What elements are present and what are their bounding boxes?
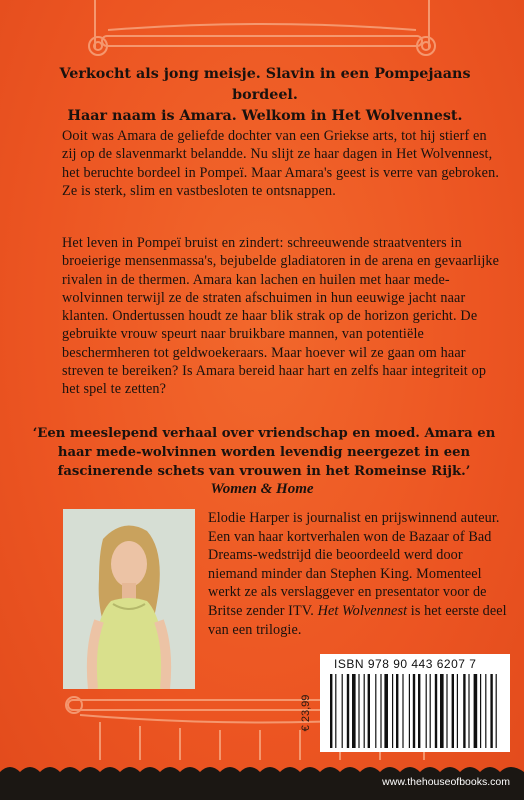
price-label: € 23,99 [300, 694, 312, 732]
publisher-website: www.thehouseofbooks.com [382, 776, 510, 788]
review-quote: ‘Een meeslepend verhaal over vriendschap en moed. Amara en haar mede-wolvinnen worden levendig neergezet in een fascinerende schets van vrouwen in het Romeinse Rijk.’ [32, 426, 496, 479]
blurb-paragraph-2: Het leven in Pompeï bruist en zindert: schreeuwende straatventers in broeierige mensenmassa's, bejubelde gladiatoren in de arena en gevaarlijke rivalen in de thermen. Amara kan lachen en huilen met haar mede-wolvinnen terwijl ze de straten afschuimen in hun eeuwige jacht naar klanten. Ondertussen houdt ze haar blik strak op de horizon gericht. De gebruikte vrouw speurt naar bruikbare mannen, van potentiële beschermheren tot geldwoekeraars. Maar hoever wil ze gaan om haar streven te bereiken? Is Amara bereid haar hart en zelfs haar integriteit op het spel te zetten? [62, 235, 500, 398]
review-source: Women & Home [210, 481, 314, 497]
isbn-number: ISBN 978 90 443 6207 7 [334, 657, 477, 671]
barcode [320, 654, 510, 752]
tagline [30, 64, 500, 127]
barcode-bars [330, 674, 502, 748]
author-bio [208, 509, 508, 639]
author-bio-text: Elodie Harper is journalist en prijswinnend auteur. Een van haar kortverhalen won de Bazaar of Bad Dreams-wedstrijd die beoordeeld werd door niemand minder dan Stephen King. Momenteel werkt ze als verslaggever en presentator voor de Britse zender ITV. [208, 510, 500, 619]
author-bio-end: is het eerste deel van een trilogie. [208, 602, 507, 638]
book-title: Het Wolvennest [317, 602, 408, 619]
blurb-paragraph-1: Ooit was Amara de geliefde dochter van een Griekse arts, tot hij stierf en zij op de slavenmarkt belandde. Nu slijt ze haar dagen in Het Wolvennest, het beruchte bordeel in Pompeï. Maar Amara's geest is verre van gebroken. Ze is sterk, slim en vastbesloten te ontsnappen. [62, 128, 500, 199]
tagline-line-2: Haar naam is Amara. Welkom in Het Wolvennest. [67, 108, 463, 124]
tagline-line-1: Verkocht als jong meisje. Slavin in een Pompejaans bordeel. [59, 66, 471, 103]
author-photo [63, 509, 195, 689]
